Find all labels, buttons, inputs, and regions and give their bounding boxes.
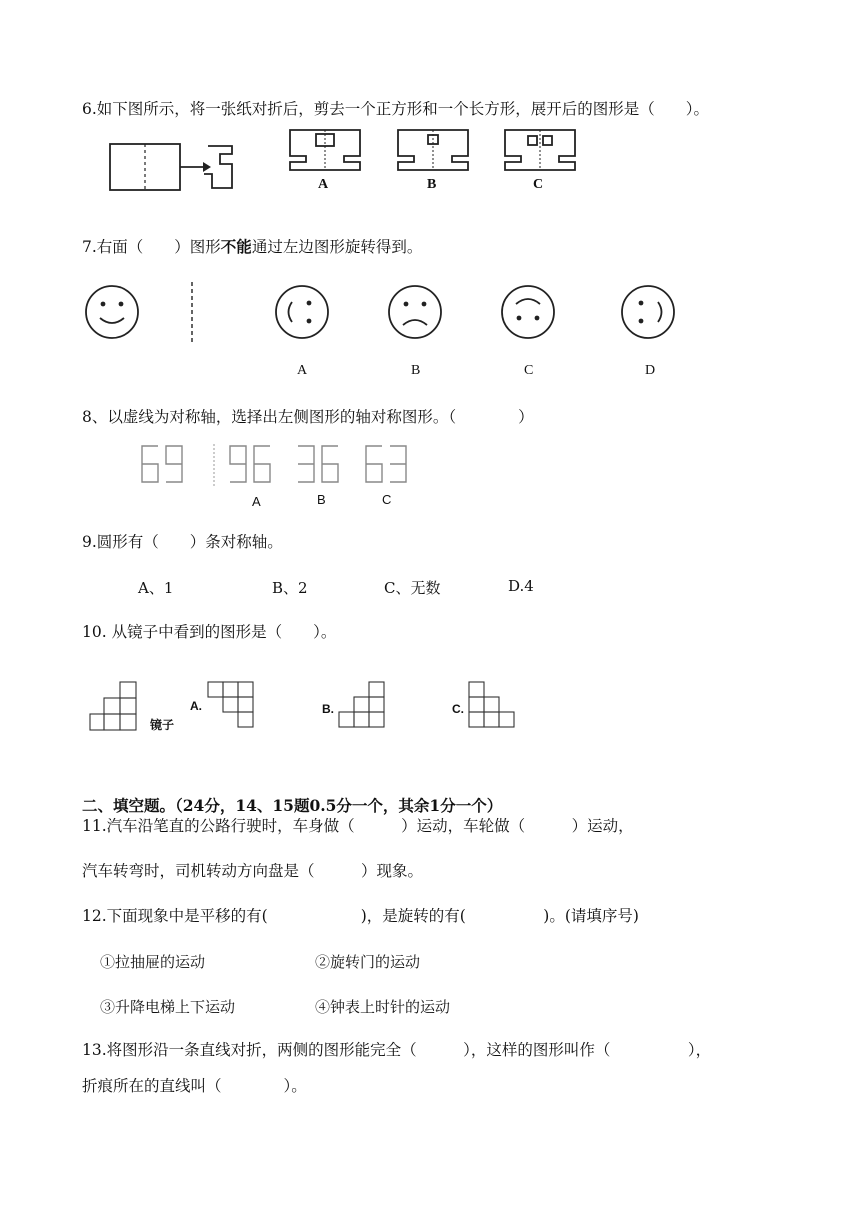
question-10-text: 10. 从镜子中看到的图形是（ ）。 <box>82 623 337 641</box>
q7-option-a-face <box>276 286 328 338</box>
q9-option-a: A、1 <box>138 579 174 597</box>
q12-item-2: ②旋转门的运动 <box>315 953 421 971</box>
question-8-text: 8、以虚线为对称轴，选择出左侧图形的轴对称图形。（ ） <box>82 408 534 426</box>
q8-option-a-digits <box>230 446 270 482</box>
q7-option-d-face <box>622 286 674 338</box>
question-11-line-1: 11.汽车沿笔直的公路行驶时，车身做（ ）运动，车轮做（ ）运动， <box>82 817 634 835</box>
q10-option-a-shape <box>208 682 253 727</box>
q6-option-c-figure <box>503 128 577 172</box>
q10-mirror-label: 镜子 <box>150 718 175 732</box>
q7-label-b: B <box>411 363 421 378</box>
q10-label-c: C. <box>452 702 464 716</box>
q12-item-3: ③升降电梯上下运动 <box>100 998 236 1016</box>
question-13-line-2: 折痕所在的直线叫（ ）。 <box>82 1077 307 1095</box>
q9-option-b: B、2 <box>272 579 308 597</box>
q8-label-c: C <box>382 492 392 507</box>
q8-original-digits-69 <box>142 446 182 482</box>
q7-label-d: D <box>645 363 656 378</box>
q9-option-c: C、无数 <box>384 579 441 597</box>
q10-option-b-shape <box>339 682 384 727</box>
q7-label-c: C <box>524 363 534 378</box>
question-6-text: 6.如下图所示，将一张纸对折后，剪去一个正方形和一个长方形，展开后的图形是（ ）。 <box>82 100 710 118</box>
q7-option-b-face <box>389 286 441 338</box>
q6-paper-fold-figure <box>108 140 238 195</box>
question-13-line-1: 13.将图形沿一条直线对折，两侧的图形能完全（ ），这样的图形叫作（ ）， <box>82 1041 712 1059</box>
q6-option-a-figure <box>288 128 362 172</box>
q8-option-b-digits <box>298 446 338 482</box>
q7-smiley-faces <box>82 280 702 350</box>
q9-option-d: D.4 <box>508 577 534 595</box>
q7-option-c-face <box>502 286 554 338</box>
q6-label-c: C <box>533 177 544 192</box>
q6-option-b-figure <box>396 128 470 172</box>
question-9-text: 9.圆形有（ ）条对称轴。 <box>82 533 283 551</box>
question-7-text: 7.右面（ ）图形不能通过左边图形旋转得到。 <box>82 238 423 256</box>
question-11-line-2: 汽车转弯时，司机转动方向盘是（ ）现象。 <box>82 862 424 880</box>
q6-label-b: B <box>427 177 437 192</box>
q10-option-c-shape <box>469 682 514 727</box>
q12-item-4: ④钟表上时针的运动 <box>315 998 451 1016</box>
q10-label-a: A. <box>190 699 202 713</box>
q8-option-c-digits <box>366 446 406 482</box>
q7-label-a: A <box>297 363 308 378</box>
q8-digit-figures <box>138 442 428 490</box>
q10-original-shape <box>90 682 136 730</box>
q8-label-b: B <box>317 492 326 507</box>
q7-original-face <box>86 286 138 338</box>
q10-label-b: B. <box>322 702 334 716</box>
section-2-title: 二、填空题。（24分，14、15题0.5分一个，其余1分一个） <box>82 796 503 815</box>
q12-item-1: ①拉抽屉的运动 <box>100 953 206 971</box>
q8-label-a: A <box>252 494 261 509</box>
q6-label-a: A <box>318 177 329 192</box>
question-12-text: 12.下面现象中是平移的有( )，是旋转的有( )。(请填序号) <box>82 907 639 925</box>
